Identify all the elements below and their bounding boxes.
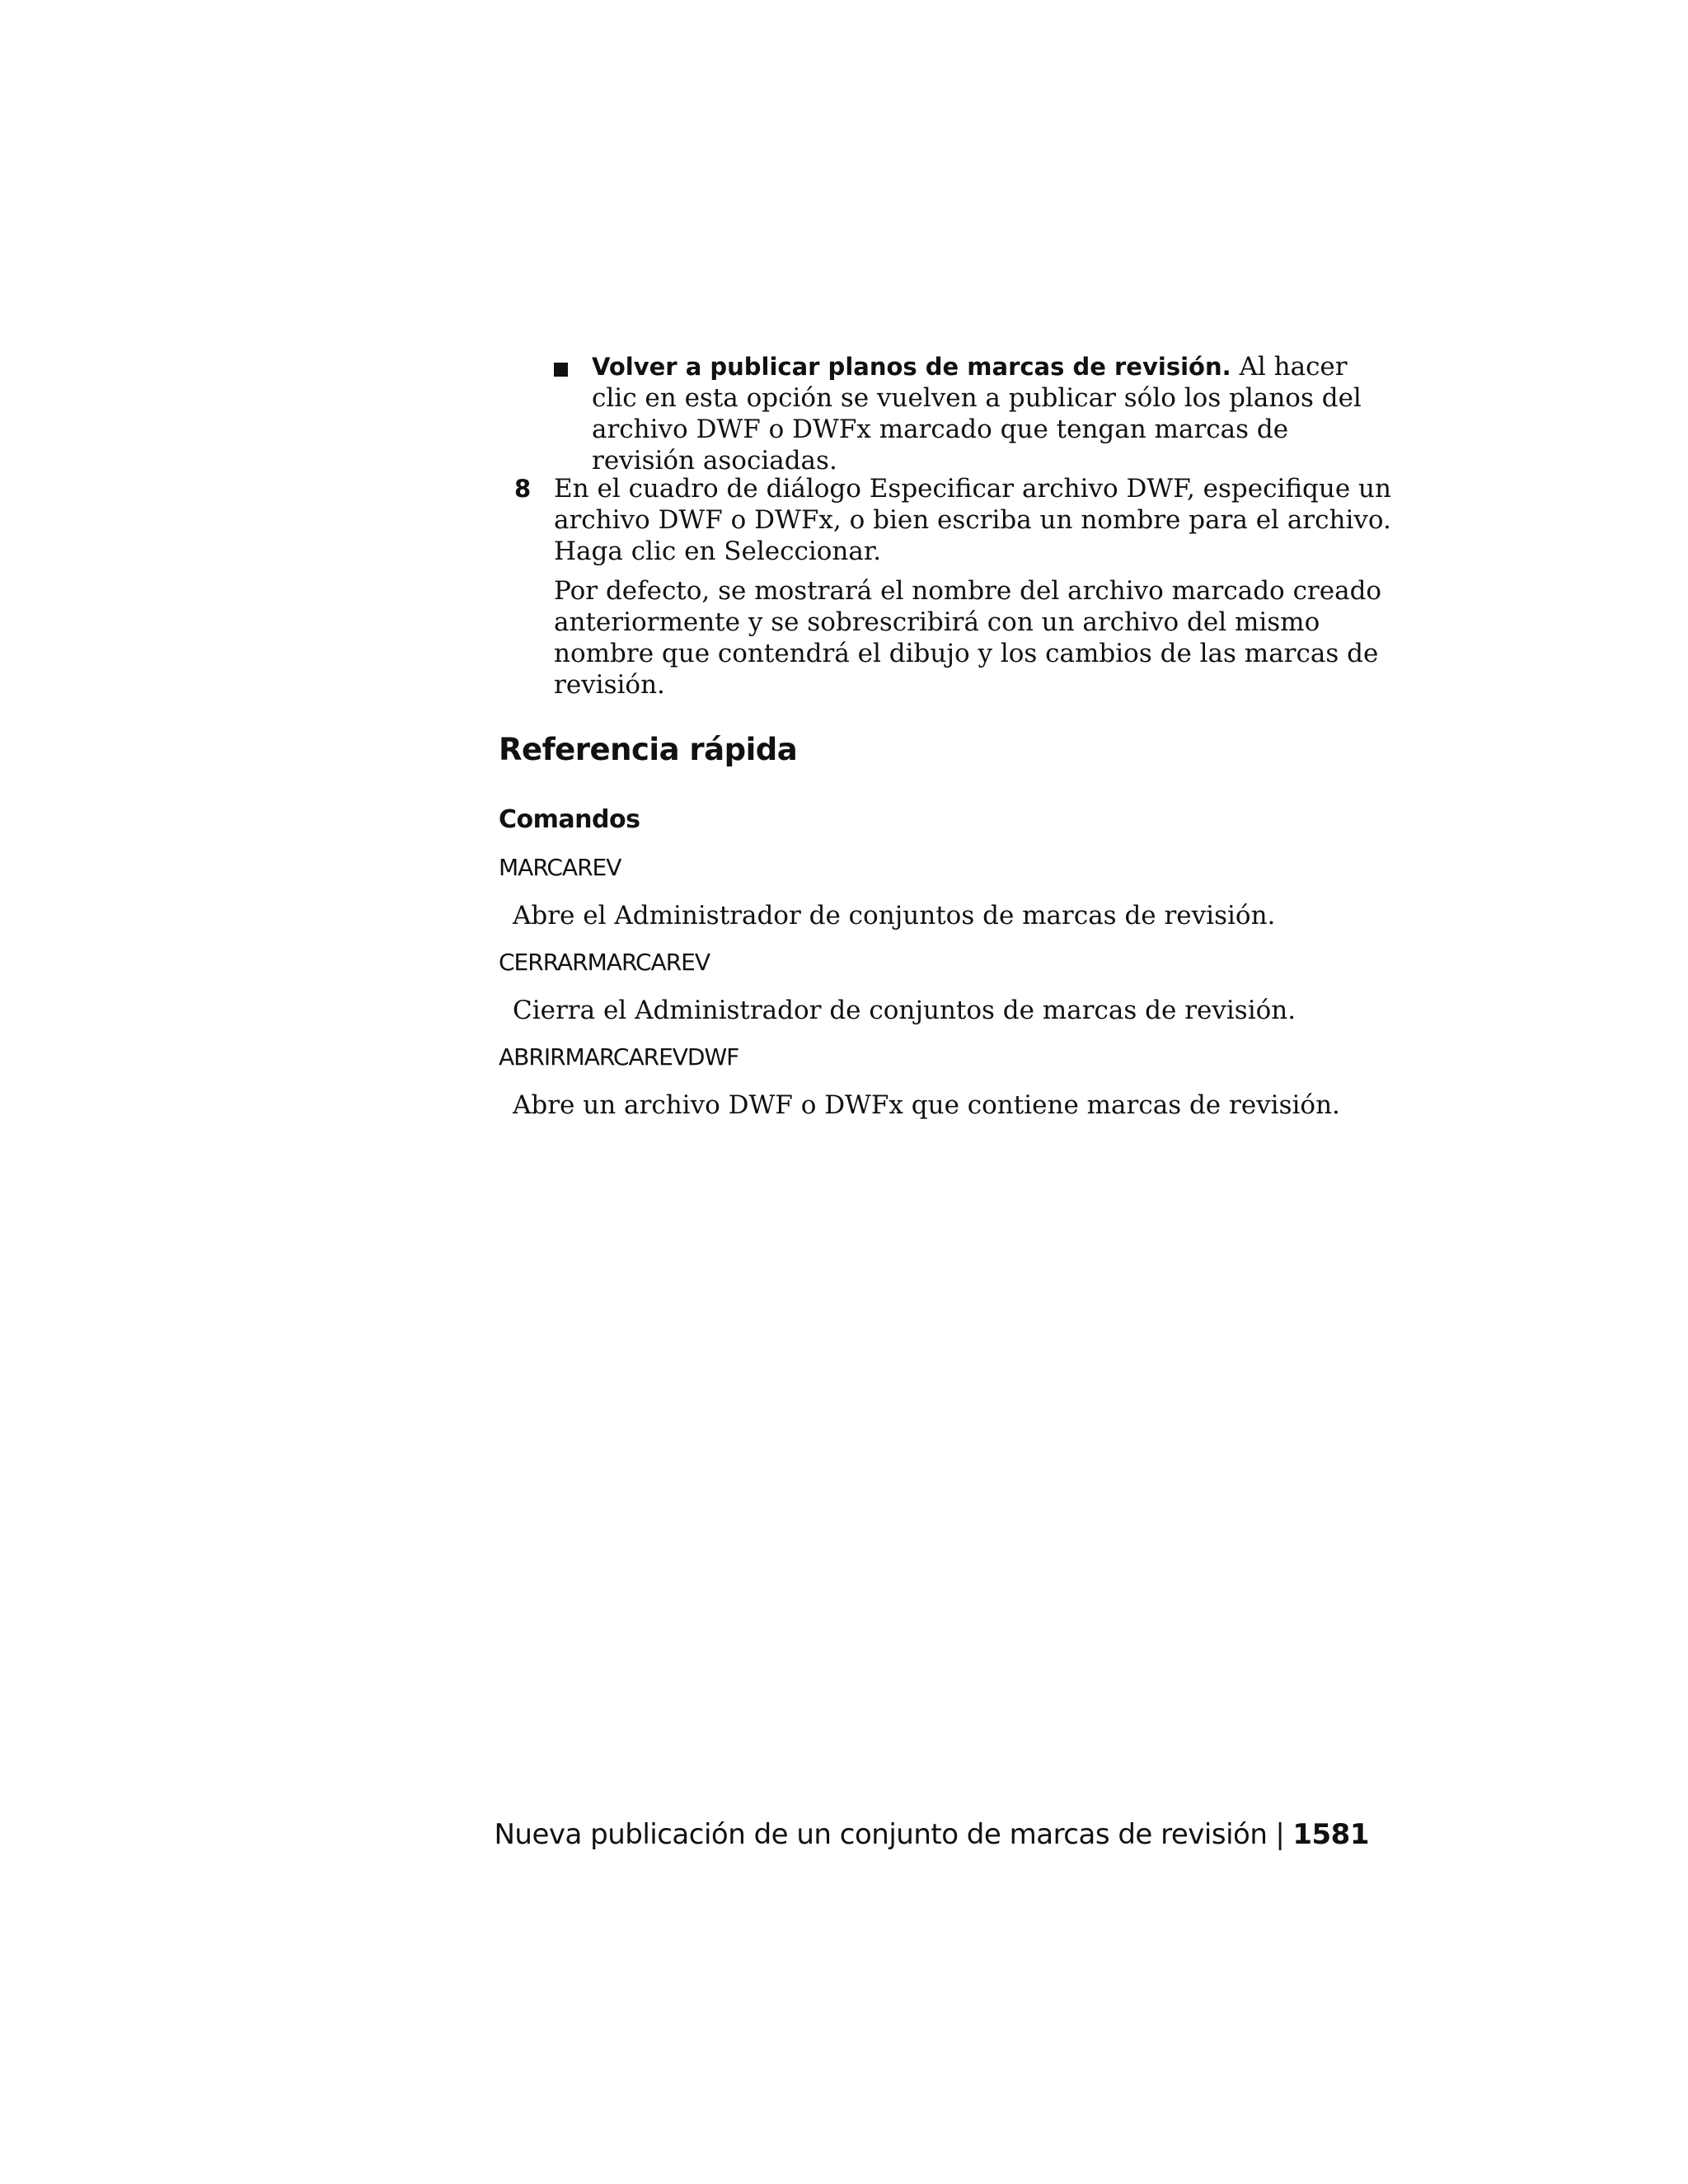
command-name: ABRIRMARCAREVDWF	[499, 1043, 739, 1071]
bullet-lead: Volver a publicar planos de marcas de revisión.	[592, 353, 1231, 381]
footer-title: Nueva publicación de un conjunto de marcas de revisión	[494, 1818, 1268, 1851]
bullet-text	[592, 351, 1395, 476]
command-description: Abre el Administrador de conjuntos de marcas de revisión.	[513, 901, 1276, 930]
bullet-body: Al hacer clic en esta opción se vuelven a publicar sólo los planos del archivo DWF o DWFx marcado que tengan marcas de revisión asociadas.	[592, 352, 1362, 476]
step-body	[554, 473, 1396, 701]
step-paragraph-2: Por defecto, se mostrará el nombre del archivo marcado creado anteriormente y se sobrescribirá con un archivo del mismo nombre que contendrá el dibujo y los cambios de las marcas de revisión.	[554, 576, 1382, 700]
commands-heading: Comandos	[499, 805, 640, 834]
command-name: MARCAREV	[499, 854, 621, 881]
bullet-item	[554, 351, 1395, 476]
section-title: Referencia rápida	[499, 732, 798, 767]
page-number: 1581	[1292, 1818, 1369, 1851]
command-description: Cierra el Administrador de conjuntos de marcas de revisión.	[513, 996, 1296, 1025]
footer-separator: |	[1275, 1818, 1285, 1851]
step-8	[514, 473, 1396, 709]
command-name: CERRARMARCAREV	[499, 949, 710, 976]
step-number: 8	[514, 475, 532, 503]
command-description: Abre un archivo DWF o DWFx que contiene marcas de revisión.	[513, 1090, 1340, 1120]
square-bullet-icon	[554, 363, 568, 377]
page-footer	[494, 1818, 1369, 1851]
step-paragraph-1: En el cuadro de diálogo Especificar archivo DWF, especifique un archivo DWF o DWFx, o bien escriba un nombre para el archivo. Haga clic en Seleccionar.	[554, 474, 1391, 566]
